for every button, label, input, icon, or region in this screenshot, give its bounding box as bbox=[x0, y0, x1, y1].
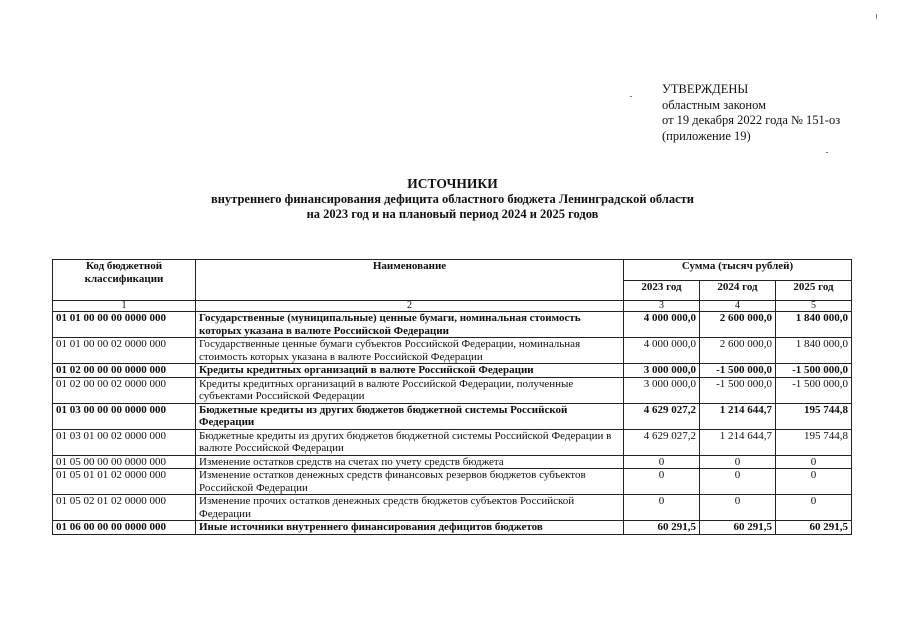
table-row bbox=[53, 469, 852, 495]
row-code: 01 01 00 00 02 0000 000 bbox=[53, 338, 196, 364]
row-sum-2023: 0 bbox=[624, 455, 700, 469]
row-code: 01 05 01 01 02 0000 000 bbox=[53, 469, 196, 495]
row-code: 01 02 00 00 00 0000 000 bbox=[53, 364, 196, 378]
sources-table bbox=[52, 259, 852, 535]
header-year-2025: 2025 год bbox=[776, 280, 852, 301]
col-number: 2 bbox=[196, 301, 624, 312]
header-code: Код бюджетной классификации bbox=[53, 260, 196, 301]
row-code: 01 03 01 00 02 0000 000 bbox=[53, 429, 196, 455]
row-code: 01 05 02 01 02 0000 000 bbox=[53, 495, 196, 521]
row-sum-2023: 4 629 027,2 bbox=[624, 403, 700, 429]
row-sum-2024: 2 600 000,0 bbox=[700, 338, 776, 364]
row-sum-2025: -1 500 000,0 bbox=[776, 364, 852, 378]
approval-date: от 19 декабря 2022 года № 151-оз bbox=[662, 113, 841, 127]
row-sum-2023: 60 291,5 bbox=[624, 521, 700, 535]
row-code: 01 01 00 00 00 0000 000 bbox=[53, 312, 196, 338]
row-sum-2025: 195 744,8 bbox=[776, 429, 852, 455]
row-name: Государственные (муниципальные) ценные бумаги, номинальная стоимость которых указана в валюте Российской Федерации bbox=[196, 312, 624, 338]
row-sum-2024: 0 bbox=[700, 469, 776, 495]
row-sum-2024: 2 600 000,0 bbox=[700, 312, 776, 338]
row-sum-2023: 3 000 000,0 bbox=[624, 377, 700, 403]
row-sum-2025: 0 bbox=[776, 455, 852, 469]
row-sum-2025: 195 744,8 bbox=[776, 403, 852, 429]
title-subtitle: внутреннего финансирования дефицита областного бюджета Ленинградской области bbox=[210, 192, 695, 206]
row-sum-2024: -1 500 000,0 bbox=[700, 377, 776, 403]
approval-appendix: (приложение 19) bbox=[662, 128, 751, 143]
row-sum-2025: 1 840 000,0 bbox=[776, 312, 852, 338]
row-sum-2023: 4 629 027,2 bbox=[624, 429, 700, 455]
row-sum-2023: 4 000 000,0 bbox=[624, 338, 700, 364]
col-number: 3 bbox=[624, 301, 700, 312]
row-sum-2024: 0 bbox=[700, 495, 776, 521]
document-title bbox=[0, 175, 905, 222]
scan-speck bbox=[876, 14, 877, 19]
row-name: Бюджетные кредиты из других бюджетов бюджетной системы Российской Федерации bbox=[196, 403, 624, 429]
row-name: Государственные ценные бумаги субъектов Российской Федерации, номинальная стоимость которых указана в валюте Российской Федерации bbox=[196, 338, 624, 364]
row-name: Кредиты кредитных организаций в валюте Российской Федерации, полученные субъектами Российской Федерации bbox=[196, 377, 624, 403]
row-code: 01 02 00 00 02 0000 000 bbox=[53, 377, 196, 403]
row-sum-2024: 1 214 644,7 bbox=[700, 429, 776, 455]
row-sum-2023: 3 000 000,0 bbox=[624, 364, 700, 378]
row-sum-2024: 1 214 644,7 bbox=[700, 403, 776, 429]
row-name: Изменение прочих остатков денежных средств бюджетов субъектов Российской Федерации bbox=[196, 495, 624, 521]
table-row bbox=[53, 495, 852, 521]
row-sum-2025: 60 291,5 bbox=[776, 521, 852, 535]
title-main: ИСТОЧНИКИ bbox=[407, 176, 498, 191]
col-number: 4 bbox=[700, 301, 776, 312]
row-sum-2023: 0 bbox=[624, 495, 700, 521]
table-row bbox=[53, 521, 852, 535]
row-sum-2024: 0 bbox=[700, 455, 776, 469]
approval-stamp bbox=[662, 82, 840, 144]
approval-law: областным законом bbox=[662, 97, 767, 112]
row-sum-2025: 1 840 000,0 bbox=[776, 338, 852, 364]
row-name: Изменение остатков средств на счетах по учету средств бюджета bbox=[196, 455, 624, 469]
row-name: Кредиты кредитных организаций в валюте Российской Федерации bbox=[196, 364, 624, 378]
row-sum-2025: 0 bbox=[776, 469, 852, 495]
row-name: Иные источники внутреннего финансирования дефицитов бюджетов bbox=[196, 521, 624, 535]
approval-title: УТВЕРЖДЕНЫ bbox=[662, 82, 749, 96]
row-name: Бюджетные кредиты из других бюджетов бюджетной системы Российской Федерации в валюте Российской Федерации bbox=[196, 429, 624, 455]
scan-speck bbox=[630, 96, 632, 97]
row-name: Изменение остатков денежных средств финансовых резервов бюджетов субъектов Российской Федерации bbox=[196, 469, 624, 495]
row-sum-2024: 60 291,5 bbox=[700, 521, 776, 535]
row-sum-2025: 0 bbox=[776, 495, 852, 521]
title-period: на 2023 год и на плановый период 2024 и 2025 годов bbox=[306, 207, 599, 221]
table-row bbox=[53, 377, 852, 403]
header-sum: Сумма (тысяч рублей) bbox=[624, 260, 852, 281]
header-year-2023: 2023 год bbox=[624, 280, 700, 301]
row-sum-2023: 4 000 000,0 bbox=[624, 312, 700, 338]
row-code: 01 05 00 00 00 0000 000 bbox=[53, 455, 196, 469]
row-sum-2024: -1 500 000,0 bbox=[700, 364, 776, 378]
row-sum-2025: -1 500 000,0 bbox=[776, 377, 852, 403]
table-row bbox=[53, 338, 852, 364]
table-row bbox=[53, 312, 852, 338]
header-year-2024: 2024 год bbox=[700, 280, 776, 301]
col-number: 5 bbox=[776, 301, 852, 312]
scan-speck bbox=[826, 152, 828, 153]
table-row bbox=[53, 455, 852, 469]
table-row bbox=[53, 403, 852, 429]
col-number: 1 bbox=[53, 301, 196, 312]
header-name: Наименование bbox=[196, 260, 624, 301]
table-row bbox=[53, 364, 852, 378]
row-sum-2023: 0 bbox=[624, 469, 700, 495]
row-code: 01 06 00 00 00 0000 000 bbox=[53, 521, 196, 535]
row-code: 01 03 00 00 00 0000 000 bbox=[53, 403, 196, 429]
table-row bbox=[53, 429, 852, 455]
